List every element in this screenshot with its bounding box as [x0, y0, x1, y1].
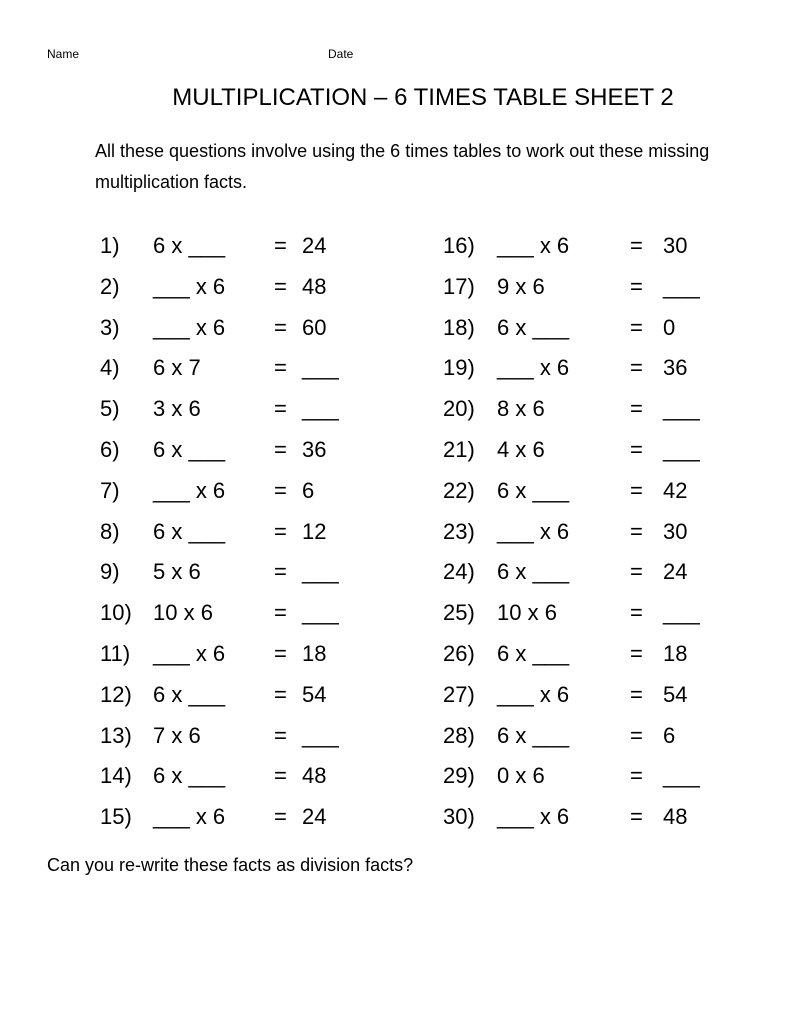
- equals-sign: =: [630, 437, 643, 462]
- problem-answer: 30: [663, 233, 688, 258]
- problem-expression: 6 x ___: [497, 641, 570, 666]
- footer-question: Can you re-write these facts as division facts?: [47, 855, 414, 875]
- problem-answer: ___: [302, 396, 339, 422]
- problem-expression: 6 x ___: [153, 518, 226, 544]
- problem-expression: 6 x ___: [153, 437, 226, 462]
- problem-number: 22): [443, 477, 475, 503]
- problem-number: 24): [443, 559, 475, 585]
- problem-expression: 5 x 6: [153, 559, 201, 585]
- equals-sign: =: [630, 518, 643, 544]
- equals-sign: =: [274, 804, 287, 830]
- problem-number: 20): [443, 396, 475, 422]
- problem-answer: ___: [663, 273, 700, 299]
- problem-number: 13): [100, 722, 132, 748]
- problem-number: 28): [443, 722, 475, 748]
- problem-expression: 6 x ___: [497, 722, 570, 748]
- problem-answer: ___: [302, 559, 339, 585]
- problem-expression: ___ x 6: [153, 804, 226, 830]
- problem-answer: 48: [663, 804, 688, 830]
- equals-sign: =: [630, 600, 643, 626]
- equals-sign: =: [274, 477, 287, 503]
- equals-sign: =: [274, 681, 287, 707]
- equals-sign: =: [274, 437, 287, 462]
- equals-sign: =: [274, 559, 287, 585]
- problem-answer: 18: [302, 641, 327, 666]
- problem-expression: ___ x 6: [497, 355, 570, 381]
- equals-sign: =: [630, 722, 643, 748]
- equals-sign: =: [630, 233, 643, 258]
- problem-number: 11): [100, 641, 131, 666]
- problem-answer: 6: [663, 722, 676, 748]
- problem-expression: ___ x 6: [153, 273, 226, 299]
- problem-answer: ___: [302, 722, 339, 748]
- problem-expression: ___ x 6: [497, 518, 570, 544]
- problem-expression: ___ x 6: [153, 477, 226, 503]
- problem-expression: ___ x 6: [153, 314, 226, 340]
- equals-sign: =: [630, 804, 643, 830]
- problem-answer: ___: [663, 396, 700, 422]
- problem-expression: 6 x ___: [153, 233, 226, 258]
- equals-sign: =: [274, 641, 287, 666]
- equals-sign: =: [274, 518, 287, 544]
- name-label: Name: [47, 47, 80, 61]
- problem-answer: 6: [302, 477, 315, 503]
- problem-answer: 24: [302, 233, 327, 258]
- problem-answer: ___: [663, 437, 700, 462]
- problem-answer: 48: [302, 273, 327, 299]
- problem-expression: 6 x ___: [497, 559, 570, 585]
- problem-answer: 36: [663, 355, 688, 381]
- equals-sign: =: [630, 314, 643, 340]
- equals-sign: =: [274, 233, 287, 258]
- equals-sign: =: [274, 273, 287, 299]
- equals-sign: =: [274, 722, 287, 748]
- equals-sign: =: [274, 763, 287, 789]
- problem-number: 27): [443, 681, 475, 707]
- problem-grid: [0, 225, 800, 845]
- problem-number: 21): [443, 437, 475, 462]
- problem-number: 5): [100, 396, 120, 422]
- problem-expression: 7 x 6: [153, 722, 201, 748]
- problem-answer: 42: [663, 477, 688, 503]
- problem-answer: 18: [663, 641, 688, 666]
- problem-answer: 54: [302, 681, 327, 707]
- problem-number: 26): [443, 641, 475, 666]
- problem-number: 2): [100, 273, 120, 299]
- problem-number: 8): [100, 518, 120, 544]
- equals-sign: =: [630, 641, 643, 666]
- problem-answer: 0: [663, 314, 676, 340]
- problem-expression: 4 x 6: [497, 437, 545, 462]
- problem-number: 19): [443, 355, 475, 381]
- problem-number: 29): [443, 763, 475, 789]
- problem-expression: ___ x 6: [497, 804, 570, 830]
- problem-answer: 24: [302, 804, 327, 830]
- problem-expression: 8 x 6: [497, 396, 545, 422]
- problem-answer: 30: [663, 518, 688, 544]
- problem-expression: 6 x ___: [497, 314, 570, 340]
- problem-number: 16): [443, 233, 475, 258]
- problem-expression: 6 x 7: [153, 355, 201, 381]
- problem-expression: 0 x 6: [497, 763, 545, 789]
- problem-answer: ___: [663, 600, 700, 626]
- equals-sign: =: [630, 681, 643, 707]
- problem-number: 17): [443, 273, 475, 299]
- problem-expression: 6 x ___: [497, 477, 570, 503]
- equals-sign: =: [630, 763, 643, 789]
- problem-expression: 6 x ___: [153, 763, 226, 789]
- equals-sign: =: [274, 355, 287, 381]
- problem-expression: 10 x 6: [153, 600, 213, 626]
- problem-answer: 60: [302, 314, 327, 340]
- problem-number: 9): [100, 559, 120, 585]
- problem-answer: ___: [663, 763, 700, 789]
- problem-number: 23): [443, 518, 475, 544]
- problem-number: 12): [100, 681, 132, 707]
- equals-sign: =: [274, 396, 287, 422]
- equals-sign: =: [274, 600, 287, 626]
- problem-expression: 9 x 6: [497, 273, 545, 299]
- equals-sign: =: [630, 477, 643, 503]
- equals-sign: =: [274, 314, 287, 340]
- problem-expression: ___ x 6: [153, 641, 226, 666]
- problem-number: 1): [100, 233, 120, 258]
- problem-number: 3): [100, 314, 120, 340]
- equals-sign: =: [630, 559, 643, 585]
- date-label: Date: [328, 47, 354, 61]
- problem-answer: 12: [302, 518, 327, 544]
- problem-number: 25): [443, 600, 475, 626]
- problem-answer: ___: [302, 600, 339, 626]
- problem-number: 15): [100, 804, 132, 830]
- problem-answer: 48: [302, 763, 327, 789]
- equals-sign: =: [630, 273, 643, 299]
- problem-answer: 54: [663, 681, 688, 707]
- problem-number: 14): [100, 763, 132, 789]
- problem-expression: ___ x 6: [497, 233, 570, 258]
- equals-sign: =: [630, 355, 643, 381]
- equals-sign: =: [630, 396, 643, 422]
- problem-number: 10): [100, 600, 132, 626]
- problem-expression: ___ x 6: [497, 681, 570, 707]
- problem-number: 18): [443, 314, 475, 340]
- problem-answer: ___: [302, 355, 339, 381]
- problem-number: 30): [443, 804, 475, 830]
- page-title: MULTIPLICATION – 6 TIMES TABLE SHEET 2: [172, 84, 674, 111]
- problem-number: 7): [100, 477, 120, 503]
- problem-number: 6): [100, 437, 120, 462]
- problem-expression: 3 x 6: [153, 396, 201, 422]
- problem-expression: 10 x 6: [497, 600, 557, 626]
- problem-answer: 36: [302, 437, 327, 462]
- instructions-text: All these questions involve using the 6 times tables to work out these missing multiplication facts.: [95, 141, 710, 192]
- problem-number: 4): [100, 355, 120, 381]
- problem-answer: 24: [663, 559, 688, 585]
- problem-expression: 6 x ___: [153, 681, 226, 707]
